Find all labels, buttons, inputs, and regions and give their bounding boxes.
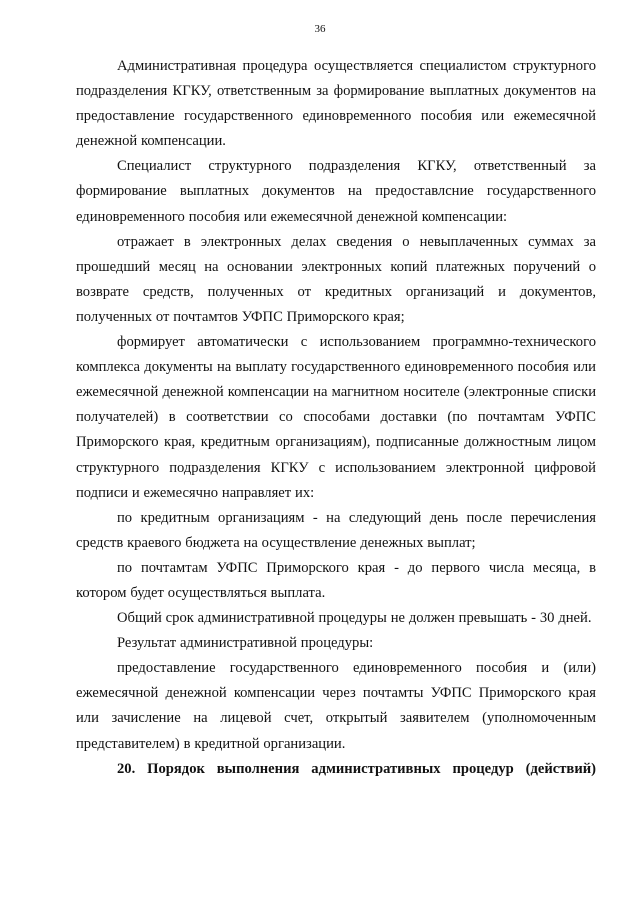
paragraph-total-term: Общий срок административной процедуры не должен превышать - 30 дней.: [117, 610, 592, 627]
paragraph-procedure-executor: Административная процедура осуществляется специалистом структурного подразделения КГКУ, ответственным за формирование выплатных документов на предоставление государственного единовременного пособия или ежемесячной денежной компенсации.: [76, 58, 596, 150]
paragraph-specialist: Специалист структурного подразделения КГКУ, ответственный за формирование выплатных документов на предоставлсние государственного единовременного пособия или ежемесячной денежной компенсации:: [76, 158, 596, 225]
paragraph-result-text: предоставление государственного единовременного пособия и (или) ежемесячной денежной компенсации через почтамты УФПС Приморского края или зачисление на лицевой счет, открытый заявителем (уполномоченным представителем) в кредитной организации.: [76, 660, 596, 752]
paragraph-credit-organizations: по кредитным организациям - на следующий день после перечисления средств краевого бюджета на осуществление денежных выплат;: [76, 509, 596, 551]
paragraph-result-label: Результат административной процедуры:: [117, 635, 374, 652]
page-number: 36: [314, 23, 326, 35]
paragraph-forms-documents: формирует автоматически с использованием программно-технического комплекса документы на выплату государственного единовременного пособия или ежемесячной денежной компенсации на магнитном носителе (электронные списки получателей) в соответствии со способами доставки (по почтамтам УФПС Приморского края, кредитным организациям), подписанные должностным лицом структурного подразделения КГКУ с использованием электронной цифровой подписи и ежемесячно направляет их:: [76, 334, 596, 501]
paragraph-reflects-unpaid: отражает в электронных делах сведения о невыплаченных суммах за прошедший месяц на основании электронных копий платежных поручений о возврате средств, полученных от кредитных организаций и документов, полученных от почтамтов УФПС Приморского края;: [76, 233, 596, 325]
paragraph-post-offices: по почтамтам УФПС Приморского края - до первого числа месяца, в котором будет осуществляться выплата.: [76, 559, 596, 601]
section-heading: 20. Порядок выполнения административных процедур (действий): [117, 760, 596, 777]
